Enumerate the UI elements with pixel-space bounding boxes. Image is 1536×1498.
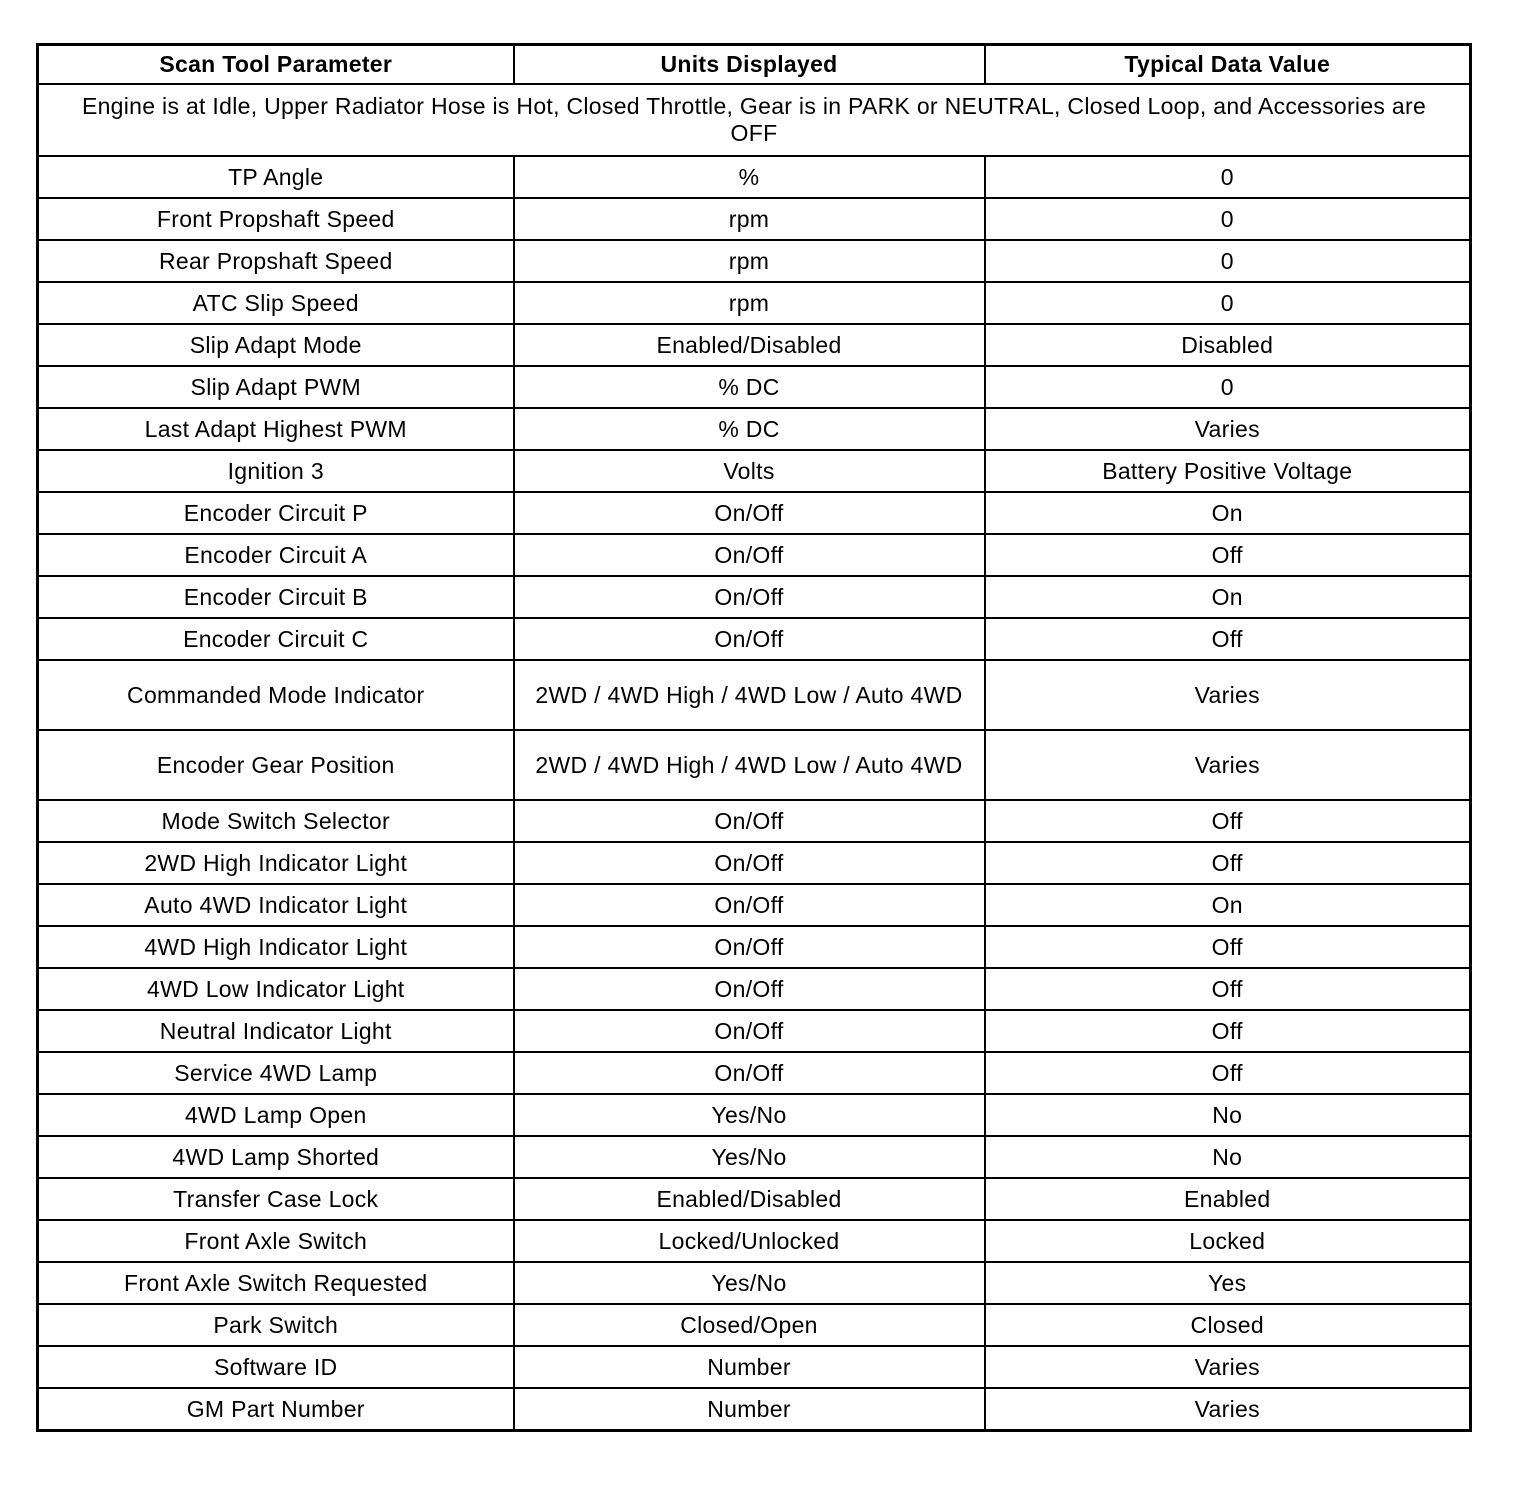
value-cell: Off [985, 1052, 1471, 1094]
units-cell: Number [514, 1346, 985, 1388]
table-row [38, 800, 1471, 842]
condition-text: Engine is at Idle, Upper Radiator Hose is Hot, Closed Throttle, Gear is in PARK or NEUTRAL, Closed Loop, and Accessories are OFF [38, 84, 1471, 156]
value-cell: Off [985, 842, 1471, 884]
units-cell: On/Off [514, 926, 985, 968]
header-value: Typical Data Value [985, 45, 1471, 85]
table-row [38, 1052, 1471, 1094]
parameter-cell: Encoder Gear Position [38, 730, 514, 800]
parameter-cell: Last Adapt Highest PWM [38, 408, 514, 450]
value-cell: Off [985, 926, 1471, 968]
units-cell: rpm [514, 282, 985, 324]
units-cell: On/Off [514, 534, 985, 576]
parameter-cell: Software ID [38, 1346, 514, 1388]
table-row [38, 366, 1471, 408]
units-cell: On/Off [514, 1052, 985, 1094]
units-cell: Closed/Open [514, 1304, 985, 1346]
table-row [38, 534, 1471, 576]
table-row [38, 1262, 1471, 1304]
value-cell: Off [985, 618, 1471, 660]
units-cell: On/Off [514, 492, 985, 534]
units-cell: On/Off [514, 800, 985, 842]
table-row [38, 576, 1471, 618]
units-cell: Number [514, 1388, 985, 1431]
value-cell: Off [985, 1010, 1471, 1052]
parameter-cell: 2WD High Indicator Light [38, 842, 514, 884]
value-cell: On [985, 576, 1471, 618]
parameter-cell: Slip Adapt Mode [38, 324, 514, 366]
value-cell: 0 [985, 282, 1471, 324]
parameter-cell: Transfer Case Lock [38, 1178, 514, 1220]
parameter-cell: Rear Propshaft Speed [38, 240, 514, 282]
units-cell: 2WD / 4WD High / 4WD Low / Auto 4WD [514, 730, 985, 800]
table-row [38, 1346, 1471, 1388]
units-cell: Enabled/Disabled [514, 1178, 985, 1220]
table-row [38, 884, 1471, 926]
table-row [38, 926, 1471, 968]
condition-row [38, 84, 1471, 156]
table-row [38, 968, 1471, 1010]
scan-tool-data-table [36, 43, 1472, 1432]
parameter-cell: Slip Adapt PWM [38, 366, 514, 408]
value-cell: Off [985, 968, 1471, 1010]
parameter-cell: Neutral Indicator Light [38, 1010, 514, 1052]
units-cell: Enabled/Disabled [514, 324, 985, 366]
parameter-cell: Front Axle Switch Requested [38, 1262, 514, 1304]
parameter-cell: Commanded Mode Indicator [38, 660, 514, 730]
value-cell: Off [985, 534, 1471, 576]
units-cell: Yes/No [514, 1136, 985, 1178]
value-cell: On [985, 492, 1471, 534]
value-cell: Locked [985, 1220, 1471, 1262]
value-cell: Varies [985, 1346, 1471, 1388]
table-row [38, 492, 1471, 534]
units-cell: 2WD / 4WD High / 4WD Low / Auto 4WD [514, 660, 985, 730]
parameter-cell: 4WD Lamp Open [38, 1094, 514, 1136]
parameter-cell: Front Axle Switch [38, 1220, 514, 1262]
table-row [38, 240, 1471, 282]
units-cell: % [514, 156, 985, 198]
parameter-cell: Encoder Circuit P [38, 492, 514, 534]
units-cell: % DC [514, 408, 985, 450]
table-row [38, 156, 1471, 198]
value-cell: Yes [985, 1262, 1471, 1304]
value-cell: Off [985, 800, 1471, 842]
table-row [38, 660, 1471, 730]
value-cell: 0 [985, 366, 1471, 408]
parameter-cell: Encoder Circuit C [38, 618, 514, 660]
table-row [38, 1304, 1471, 1346]
value-cell: On [985, 884, 1471, 926]
table-row [38, 450, 1471, 492]
value-cell: Varies [985, 408, 1471, 450]
value-cell: 0 [985, 198, 1471, 240]
value-cell: Varies [985, 730, 1471, 800]
parameter-cell: ATC Slip Speed [38, 282, 514, 324]
units-cell: Yes/No [514, 1094, 985, 1136]
units-cell: Yes/No [514, 1262, 985, 1304]
value-cell: Battery Positive Voltage [985, 450, 1471, 492]
units-cell: Locked/Unlocked [514, 1220, 985, 1262]
header-units: Units Displayed [514, 45, 985, 85]
parameter-cell: Auto 4WD Indicator Light [38, 884, 514, 926]
table-row [38, 324, 1471, 366]
table-row [38, 1388, 1471, 1431]
parameter-cell: Service 4WD Lamp [38, 1052, 514, 1094]
units-cell: On/Off [514, 1010, 985, 1052]
parameter-cell: Encoder Circuit B [38, 576, 514, 618]
header-row [38, 45, 1471, 85]
units-cell: rpm [514, 240, 985, 282]
parameter-cell: 4WD Low Indicator Light [38, 968, 514, 1010]
table-row [38, 282, 1471, 324]
parameter-cell: 4WD Lamp Shorted [38, 1136, 514, 1178]
table-row [38, 730, 1471, 800]
value-cell: 0 [985, 240, 1471, 282]
table-row [38, 198, 1471, 240]
parameter-cell: Park Switch [38, 1304, 514, 1346]
units-cell: On/Off [514, 884, 985, 926]
parameter-cell: Ignition 3 [38, 450, 514, 492]
table-row [38, 618, 1471, 660]
units-cell: rpm [514, 198, 985, 240]
table-row [38, 1178, 1471, 1220]
table-row [38, 1136, 1471, 1178]
header-parameter: Scan Tool Parameter [38, 45, 514, 85]
table-row [38, 1220, 1471, 1262]
parameter-cell: GM Part Number [38, 1388, 514, 1431]
value-cell: Closed [985, 1304, 1471, 1346]
table-body [38, 84, 1471, 1431]
table-row [38, 1010, 1471, 1052]
parameter-cell: Mode Switch Selector [38, 800, 514, 842]
table-row [38, 1094, 1471, 1136]
value-cell: Varies [985, 660, 1471, 730]
value-cell: Disabled [985, 324, 1471, 366]
parameter-cell: 4WD High Indicator Light [38, 926, 514, 968]
units-cell: Volts [514, 450, 985, 492]
units-cell: On/Off [514, 842, 985, 884]
value-cell: No [985, 1136, 1471, 1178]
units-cell: % DC [514, 366, 985, 408]
table-row [38, 408, 1471, 450]
value-cell: Enabled [985, 1178, 1471, 1220]
parameter-cell: TP Angle [38, 156, 514, 198]
units-cell: On/Off [514, 618, 985, 660]
parameter-cell: Front Propshaft Speed [38, 198, 514, 240]
value-cell: 0 [985, 156, 1471, 198]
units-cell: On/Off [514, 576, 985, 618]
value-cell: Varies [985, 1388, 1471, 1431]
parameter-cell: Encoder Circuit A [38, 534, 514, 576]
value-cell: No [985, 1094, 1471, 1136]
table-row [38, 842, 1471, 884]
units-cell: On/Off [514, 968, 985, 1010]
